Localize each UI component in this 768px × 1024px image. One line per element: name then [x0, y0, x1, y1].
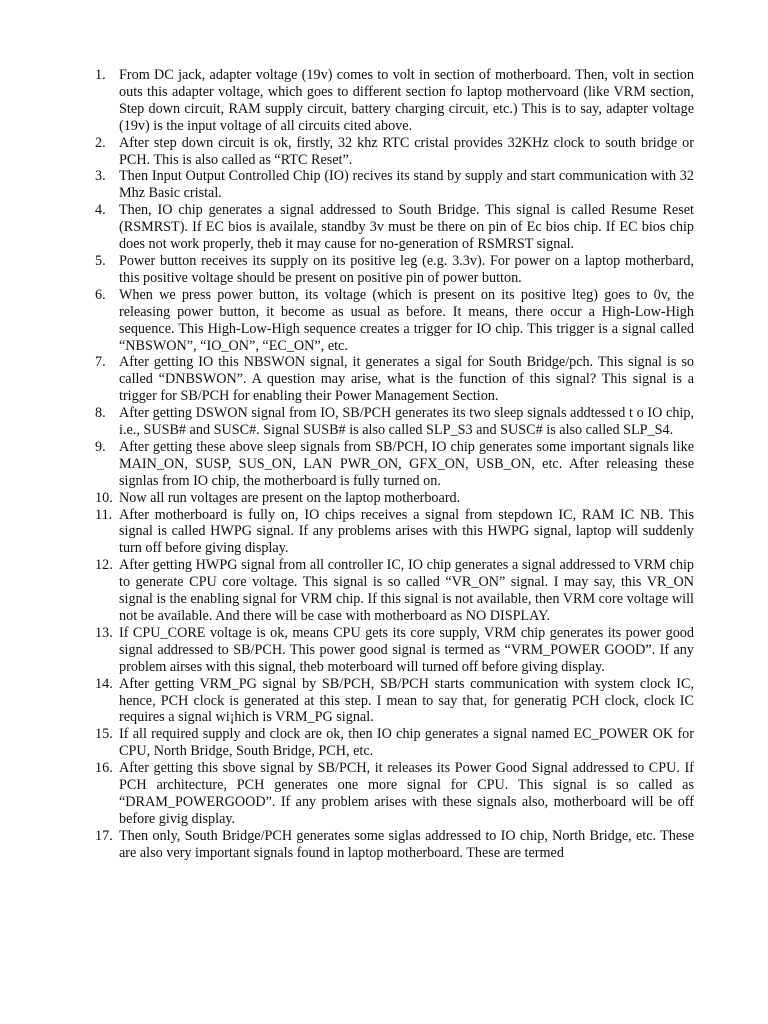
- list-item-number: 13.: [95, 624, 113, 641]
- list-item-text: After getting DSWON signal from IO, SB/PCH generates its two sleep signals addtessed t o IO chip, i.e., SUSB# and SUSC#. Signal SUSB# is also called SLP_S3 and SUSC# is also called SLP_S4.: [119, 405, 694, 439]
- list-item: [95, 760, 694, 828]
- list-item: [95, 828, 694, 862]
- list-item: [95, 405, 694, 439]
- list-item-text: From DC jack, adapter voltage (19v) comes to volt in section of motherboard. Then, volt in section outs this adapter voltage, which goes to different section fo laptop mothervoard (like VRM section, Step down circuit, RAM supply circuit, battery charging circuit, etc.) This is to say, adapter voltage (19v) is the input voltage of all circuits cited above.: [119, 67, 694, 134]
- list-item-text: Then, IO chip generates a signal addressed to South Bridge. This signal is called Resume Reset (RSMRST). If EC bios is availale, standby 3v must be there on pin of Ec bios chip. If EC bios chip does not work properly, theb it may cause for no-generation of RSMRST signal.: [119, 202, 694, 253]
- list-item-text: If CPU_CORE voltage is ok, means CPU gets its core supply, VRM chip generates its power good signal addressed to SB/PCH. This power good signal is termed as “VRM_POWER GOOD”. If any problem airses with this signal, theb moterboard will turned off before giving display.: [119, 624, 694, 675]
- list-item-number: 9.: [95, 438, 106, 455]
- list-item-number: 5.: [95, 252, 106, 269]
- list-item-number: 12.: [95, 557, 113, 574]
- list-item-number: 14.: [95, 675, 113, 692]
- list-item-text: Then only, South Bridge/PCH generates some siglas addressed to IO chip, North Bridge, etc. These are also very important signals found in laptop motherboard. These are termed: [119, 827, 694, 861]
- list-item-text: Now all run voltages are present on the laptop motherboard.: [119, 489, 461, 506]
- list-item-text: After step down circuit is ok, firstly, 32 khz RTC cristal provides 32KHz clock to south bridge or PCH. This is also called as “RTC Reset”.: [119, 134, 694, 168]
- list-item-text: After getting VRM_PG signal by SB/PCH, SB/PCH starts communication with system clock IC, hence, PCH clock is generated at this step. I mean to say that, for generatig PCH clock, clock IC requires a signal wi¡hich is VRM_PG signal.: [119, 675, 694, 726]
- list-item-text: If all required supply and clock are ok, then IO chip generates a signal named EC_POWER OK for CPU, North Bridge, South Bridge, PCH, etc.: [119, 726, 694, 760]
- list-item: [95, 439, 694, 490]
- list-item: [95, 354, 694, 405]
- list-item: [95, 490, 694, 507]
- list-item-number: 16.: [95, 760, 113, 777]
- list-item: [95, 557, 694, 625]
- list-item: [95, 135, 694, 169]
- list-item-text: After motherboard is fully on, IO chips receives a signal from stepdown IC, RAM IC NB. This signal is called HWPG signal. If any problems arises with this HWPG signal, laptop will suddenly turn off before giving display.: [119, 506, 694, 557]
- list-item-text: After getting IO this NBSWON signal, it generates a sigal for South Bridge/pch. This signal is so called “DNBSWON”. A question may arise, what is the function of this signal? This signal is a trigger for SB/PCH for enabling their Power Management Section.: [119, 354, 694, 405]
- list-item-number: 1.: [95, 67, 106, 83]
- list-item: [95, 625, 694, 676]
- list-item-text: After getting this sbove signal by SB/PCH, it releases its Power Good Signal addressed to CPU. If PCH architecture, PCH generates one more signal for CPU. This signal is so called as “DRAM_POWERGOOD”. If any problem arises with these signals also, motherboard will be off before givig display.: [119, 760, 694, 827]
- list-item-number: 17.: [95, 827, 113, 844]
- list-item-text: Power button receives its supply on its positive leg (e.g. 3.3v). For power on a laptop motherbard, this positive voltage should be present on positive pin of power button.: [119, 252, 694, 286]
- list-item: [95, 67, 694, 135]
- list-item-number: 11.: [95, 506, 113, 523]
- numbered-list: [95, 67, 694, 862]
- list-item: [95, 287, 694, 355]
- list-item: [95, 676, 694, 727]
- list-item-text: After getting HWPG signal from all controller IC, IO chip generates a signal addressed to VRM chip to generate CPU core voltage. This signal is so called “VR_ON” signal. I may say, this VR_ON signal is the enabling signal for VRM chip. If this signal is not available, then VRM core voltage will not be available. And there will be case with motherboard as NO DISPLAY.: [119, 557, 694, 624]
- list-item: [95, 726, 694, 760]
- list-item-number: 8.: [95, 405, 106, 422]
- list-item: [95, 202, 694, 253]
- list-item: [95, 507, 694, 558]
- list-item-number: 3.: [95, 168, 106, 185]
- list-item: [95, 168, 694, 202]
- list-item-text: After getting these above sleep signals from SB/PCH, IO chip generates some important signals like MAIN_ON, SUSP, SUS_ON, LAN PWR_ON, GFX_ON, USB_ON, etc. After releasing these signlas from IO chip, the motherboard is fully turned on.: [119, 438, 694, 489]
- list-item: [95, 253, 694, 287]
- list-item-text: When we press power button, its voltage (which is present on its positive lteg) goes to 0v, the releasing power button, it become as usual as before. It means, there occur a High-Low-High sequence. This High-Low-High sequence creates a trigger for IO chip. This trigger is a signal called “NBSWON”, “IO_ON”, “EC_ON”, etc.: [119, 286, 694, 354]
- list-item-number: 6.: [95, 286, 106, 303]
- list-item-number: 2.: [95, 134, 106, 151]
- list-item-text: Then Input Output Controlled Chip (IO) recives its stand by supply and start communication with 32 Mhz Basic cristal.: [119, 168, 694, 202]
- list-item-number: 15.: [95, 726, 113, 743]
- list-item-number: 4.: [95, 202, 106, 219]
- list-item-number: 7.: [95, 354, 106, 371]
- list-item-number: 10.: [95, 489, 113, 506]
